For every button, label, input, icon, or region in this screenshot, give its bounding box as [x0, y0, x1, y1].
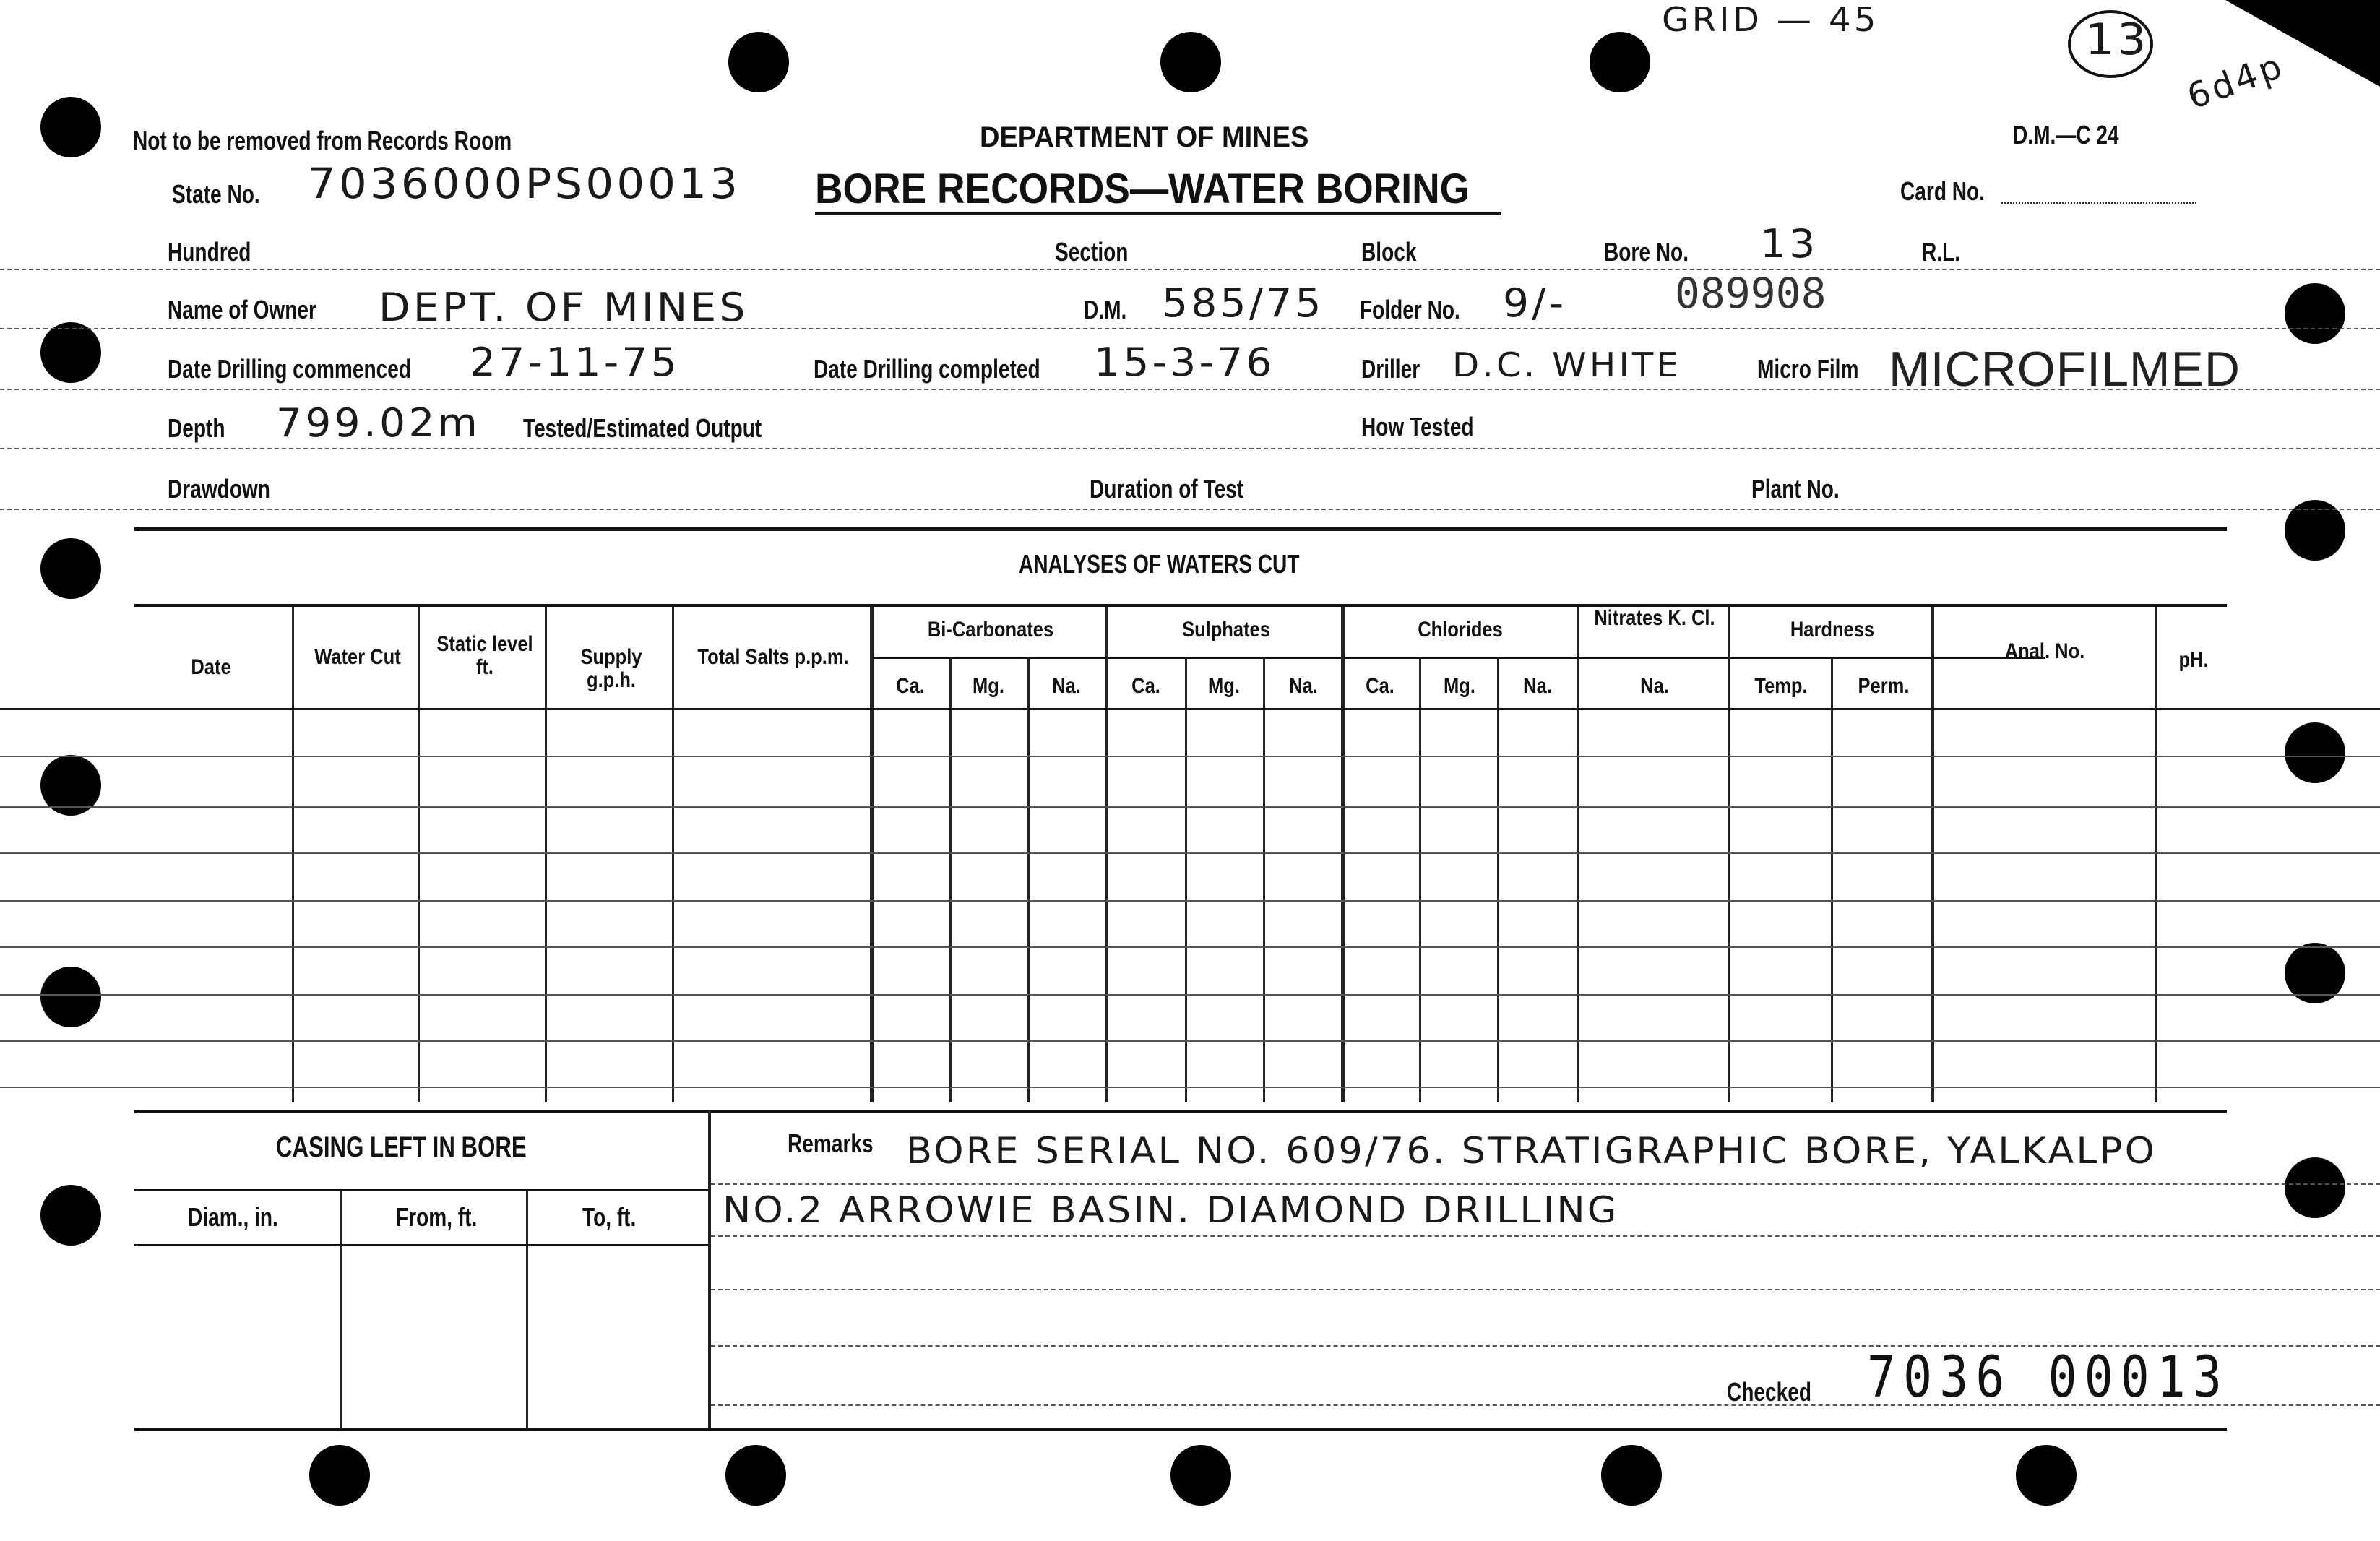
- table-row-line: [0, 1040, 2380, 1042]
- column-divider: [292, 607, 294, 1102]
- punch-hole: [1170, 1445, 1231, 1506]
- punch-hole: [40, 97, 101, 157]
- column-divider: [949, 657, 952, 1102]
- casing-diam-header: Diam., in.: [188, 1202, 278, 1232]
- chlor-na-header: Na.: [1523, 674, 1552, 698]
- hardness-temp-header: Temp.: [1754, 674, 1808, 698]
- completed-label: Date Drilling completed: [814, 354, 1040, 384]
- rl-label: R.L.: [1922, 237, 1961, 267]
- sulph-ca-header: Ca.: [1131, 674, 1160, 698]
- column-divider: [1419, 657, 1421, 1102]
- punch-hole: [40, 322, 101, 383]
- bicarb-ca-header: Ca.: [896, 674, 925, 698]
- how-tested-label: How Tested: [1361, 412, 1474, 441]
- bore-no-value: 13: [1760, 221, 1819, 267]
- ph-header: pH.: [2178, 648, 2209, 672]
- microfilmed-stamp: MICROFILMED: [1889, 342, 2241, 397]
- column-divider: [870, 607, 874, 1102]
- bicarb-mg-header: Mg.: [973, 674, 1004, 698]
- water-cut-col-header: Water Cut: [314, 645, 401, 669]
- hardness-perm-header: Perm.: [1858, 674, 1910, 698]
- remarks-line: [711, 1183, 2380, 1185]
- sulph-mg-header: Mg.: [1208, 674, 1240, 698]
- punch-hole: [728, 32, 789, 92]
- casing-divider: [340, 1191, 342, 1429]
- nitrates-na-header: Na.: [1640, 674, 1669, 698]
- sulphates-header: Sulphates: [1182, 618, 1270, 642]
- corner-scribble: 6d4p: [2182, 45, 2290, 118]
- field-line: [0, 389, 2380, 390]
- column-divider: [1577, 607, 1579, 1102]
- punch-hole: [40, 967, 101, 1027]
- title-underline: [815, 212, 1501, 215]
- field-line: [0, 269, 2380, 270]
- table-row-line: [0, 994, 2380, 996]
- driller-value: D.C. WHITE: [1452, 345, 1682, 384]
- state-no-value: 7036000PS00013: [308, 159, 741, 208]
- punch-hole: [1160, 32, 1221, 92]
- group-rule: [1730, 657, 1926, 659]
- chlor-mg-header: Mg.: [1444, 674, 1475, 698]
- hardness-header: Hardness: [1790, 618, 1875, 642]
- casing-to-header: To, ft.: [582, 1202, 637, 1232]
- analyses-header-rule: [134, 604, 2227, 607]
- card-no-label: Card No.: [1900, 176, 1986, 206]
- bottom-top-rule: [134, 1110, 2227, 1113]
- depth-label: Depth: [168, 413, 225, 443]
- bore-no-label: Bore No.: [1604, 237, 1689, 267]
- anal-no-header: Anal. No.: [2004, 639, 2085, 663]
- casing-from-header: From, ft.: [396, 1202, 478, 1232]
- nitrates-header: Nitrates K. Cl.: [1594, 606, 1715, 630]
- table-row-line: [0, 806, 2380, 808]
- block-label: Block: [1361, 237, 1417, 267]
- remarks-line: [711, 1235, 2380, 1237]
- column-divider: [545, 607, 547, 1102]
- punch-hole: [40, 1185, 101, 1246]
- depth-value: 799.02m: [276, 400, 481, 446]
- form-title: BORE RECORDS—WATER BORING: [815, 165, 1470, 212]
- column-divider: [672, 607, 674, 1102]
- date-col-header: Date: [191, 655, 231, 679]
- table-row-line: [0, 946, 2380, 948]
- checked-label: Checked: [1727, 1377, 1812, 1407]
- table-header-bottom: [0, 708, 2380, 710]
- field-line: [0, 328, 2380, 329]
- casing-rule: [134, 1189, 708, 1191]
- column-divider: [1027, 657, 1030, 1102]
- department-heading: DEPARTMENT OF MINES: [980, 121, 1309, 153]
- folder-stamp: 089908: [1675, 269, 1827, 318]
- punch-hole: [2285, 1157, 2345, 1218]
- remarks-line-2: NO.2 ARROWIE BASIN. DIAMOND DRILLING: [723, 1189, 1619, 1231]
- remarks-label: Remarks: [788, 1128, 874, 1158]
- card-no-dotline: [2001, 202, 2196, 204]
- punch-hole: [1590, 32, 1650, 92]
- column-divider: [1185, 657, 1187, 1102]
- column-divider: [1263, 657, 1265, 1102]
- chlor-ca-header: Ca.: [1366, 674, 1394, 698]
- dm-value: 585/75: [1162, 280, 1324, 326]
- table-row-line: [0, 756, 2380, 757]
- remarks-line: [711, 1289, 2380, 1290]
- drawdown-label: Drawdown: [168, 474, 270, 504]
- column-divider: [1497, 657, 1499, 1102]
- microfilm-label: Micro Film: [1757, 354, 1859, 384]
- completed-value: 15-3-76: [1094, 340, 1275, 385]
- column-divider: [2155, 607, 2157, 1102]
- punch-hole: [2016, 1445, 2077, 1506]
- bicarbonates-header: Bi-Carbonates: [927, 618, 1054, 642]
- total-salts-col-header: Total Salts p.p.m.: [697, 645, 849, 669]
- not-removed-note: Not to be removed from Records Room: [133, 126, 512, 155]
- casing-divider: [526, 1191, 528, 1429]
- field-line: [0, 448, 2380, 449]
- owner-value: DEPT. OF MINES: [379, 285, 749, 330]
- column-divider: [1341, 607, 1345, 1102]
- column-divider: [1105, 607, 1108, 1102]
- casing-rule: [134, 1244, 708, 1246]
- column-divider: [1728, 607, 1730, 1102]
- casing-remarks-divider: [708, 1110, 711, 1429]
- analyses-top-rule: [134, 527, 2227, 531]
- punch-hole: [40, 538, 101, 599]
- folder-value: 9/-: [1503, 280, 1567, 326]
- column-divider: [418, 607, 420, 1102]
- folder-label: Folder No.: [1360, 295, 1460, 324]
- dm-label: D.M.: [1084, 295, 1127, 324]
- column-divider: [1931, 607, 1934, 1102]
- punch-hole: [2285, 283, 2345, 344]
- form-code: D.M.—C 24: [2013, 120, 2119, 150]
- table-row-line: [0, 1087, 2380, 1088]
- table-row-line: [0, 900, 2380, 902]
- casing-title: CASING LEFT IN BORE: [276, 1131, 527, 1163]
- commenced-label: Date Drilling commenced: [168, 354, 412, 384]
- owner-label: Name of Owner: [168, 295, 316, 324]
- remarks-line-1: BORE SERIAL NO. 609/76. STRATIGRAPHIC BORE, YALKALPO: [906, 1130, 2157, 1172]
- checked-stamp: 7036 00013: [1867, 1345, 2230, 1410]
- field-line: [0, 509, 2380, 510]
- punch-hole: [725, 1445, 786, 1506]
- bottom-bottom-rule: [134, 1428, 2227, 1431]
- section-label: Section: [1055, 237, 1129, 267]
- driller-label: Driller: [1361, 354, 1420, 384]
- hundred-label: Hundred: [168, 237, 251, 267]
- duration-label: Duration of Test: [1090, 474, 1244, 504]
- state-no-label: State No.: [172, 179, 260, 209]
- circled-number-text: 13: [2085, 14, 2150, 65]
- output-label: Tested/Estimated Output: [523, 413, 762, 443]
- punch-hole: [1601, 1445, 1662, 1506]
- grid-note: GRID — 45: [1662, 0, 1879, 39]
- table-row-line: [0, 852, 2380, 854]
- sulph-na-header: Na.: [1289, 674, 1318, 698]
- bicarb-na-header: Na.: [1052, 674, 1081, 698]
- commenced-value: 27-11-75: [470, 340, 680, 385]
- analyses-title: ANALYSES OF WATERS CUT: [1019, 549, 1300, 579]
- supply-col-header: Supply g.p.h.: [580, 645, 642, 692]
- chlorides-header: Chlorides: [1418, 618, 1503, 642]
- plant-label: Plant No.: [1751, 474, 1840, 504]
- column-divider: [1831, 657, 1833, 1102]
- punch-hole: [309, 1445, 370, 1506]
- punch-hole: [2285, 722, 2345, 783]
- static-level-col-header: Static level ft.: [436, 632, 533, 679]
